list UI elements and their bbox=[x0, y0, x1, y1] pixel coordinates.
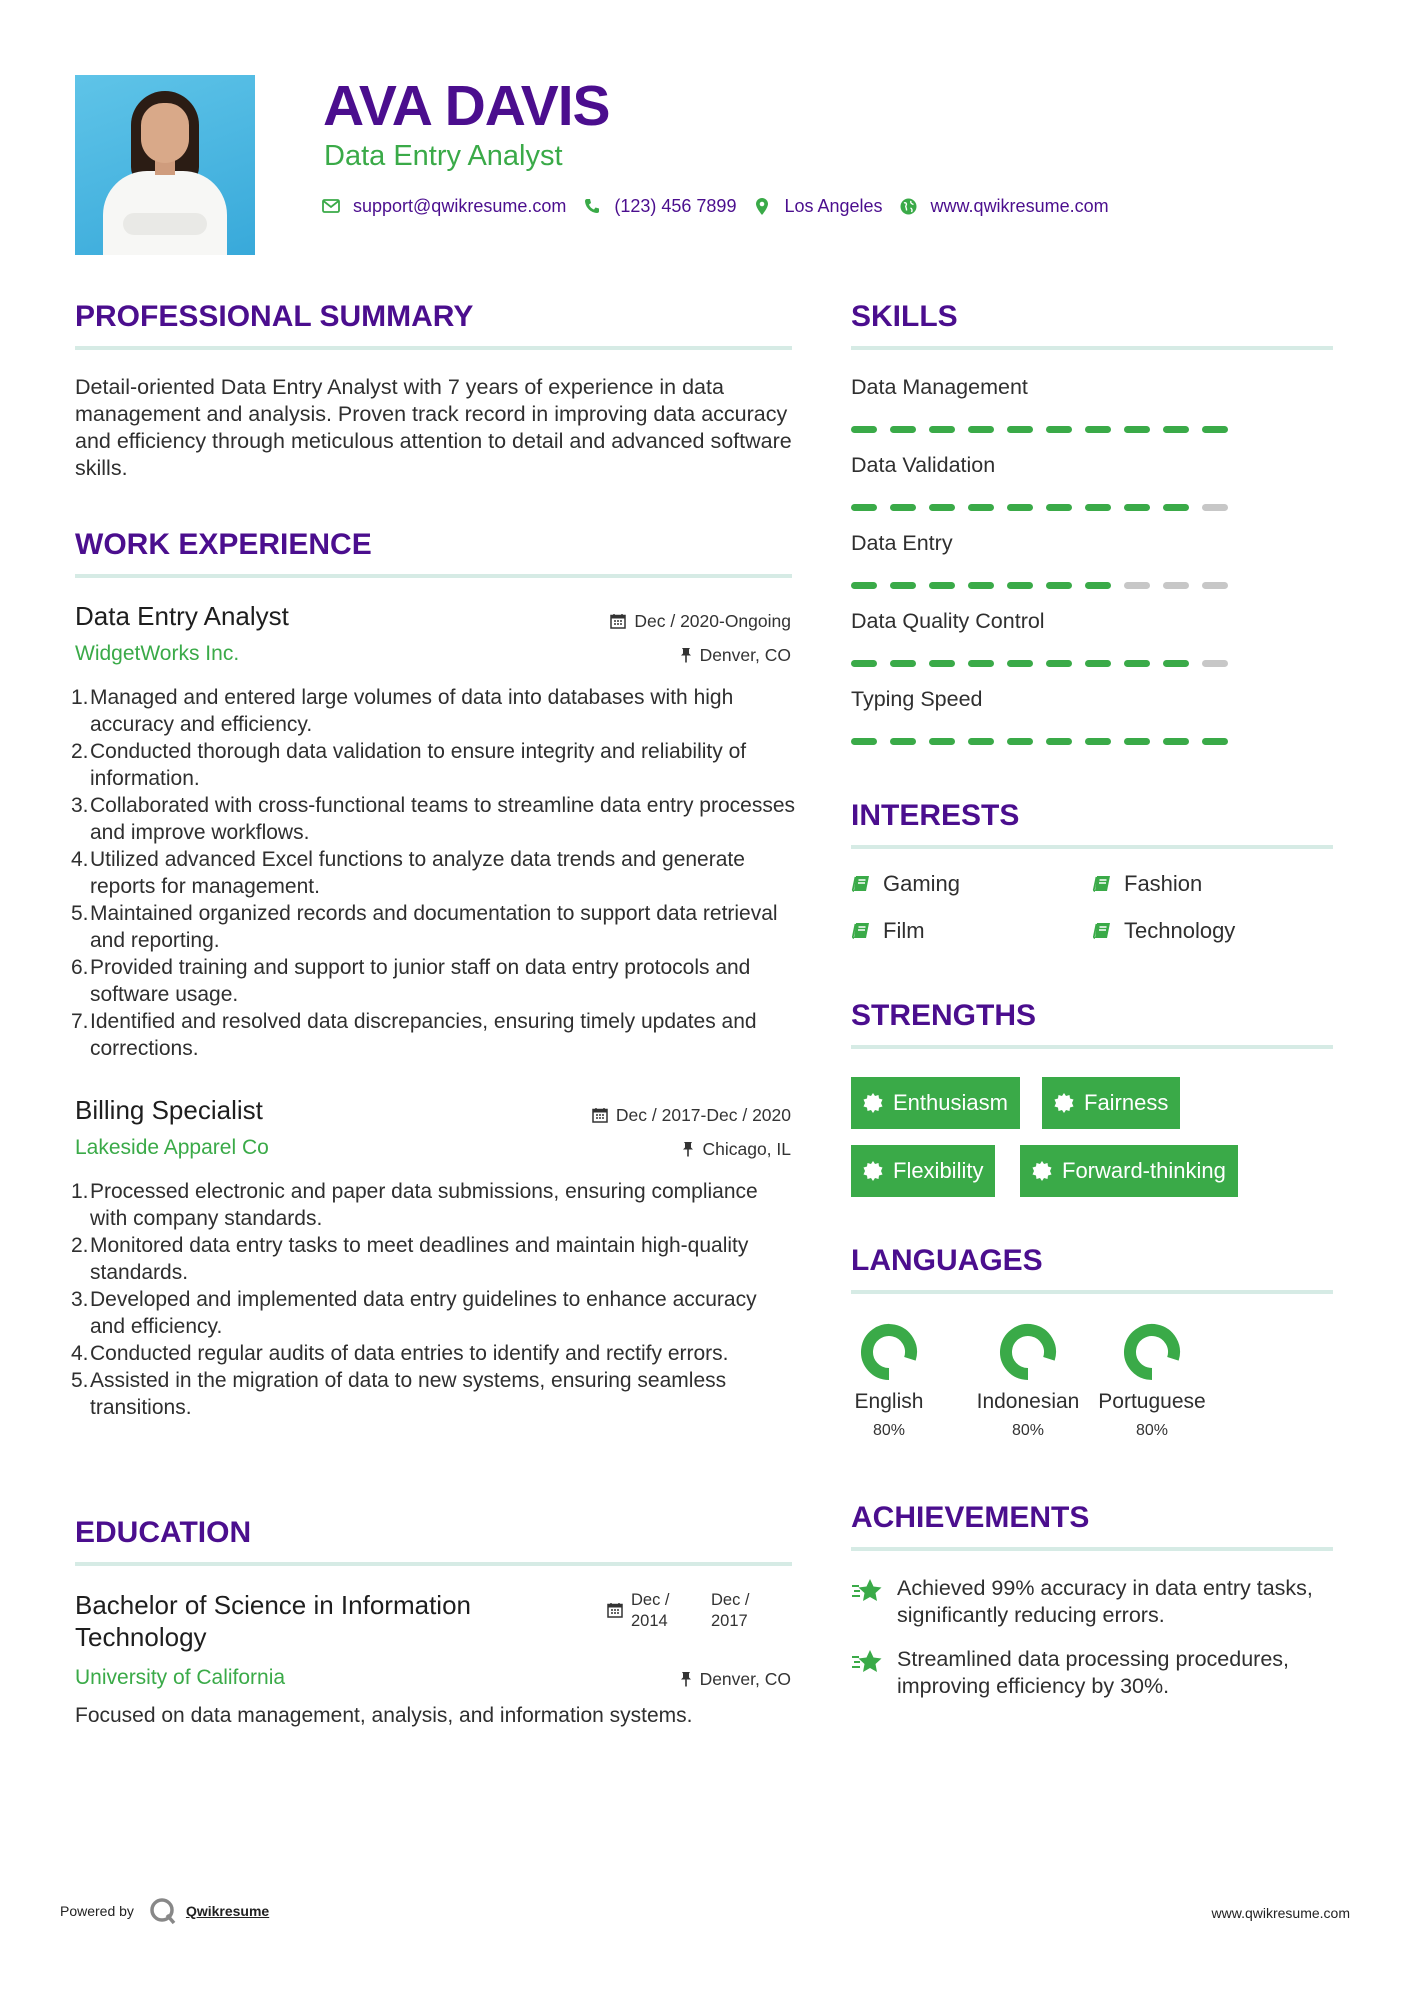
education-heading: EDUCATION bbox=[75, 1516, 252, 1549]
map-marker-icon bbox=[753, 197, 771, 215]
skill-segment-filled bbox=[1163, 426, 1189, 433]
list-item: 5. Maintained organized records and documentation to support data retrieval and reporting. bbox=[71, 902, 778, 952]
calendar-icon bbox=[592, 1107, 608, 1123]
job-location-text: Denver, CO bbox=[699, 645, 791, 665]
interest-item: Film bbox=[851, 917, 925, 945]
skill-segment-filled bbox=[851, 738, 877, 745]
skill-segment-empty bbox=[1202, 582, 1228, 589]
skill-segment-filled bbox=[1124, 426, 1150, 433]
job-location bbox=[682, 1138, 791, 1160]
skill-name: Data Validation bbox=[851, 453, 996, 477]
globe-icon bbox=[900, 197, 918, 215]
skill-segment-filled bbox=[890, 426, 916, 433]
skill-segment-filled bbox=[1085, 582, 1111, 589]
skill-segment-filled bbox=[929, 738, 955, 745]
strengths-heading: STRENGTHS bbox=[851, 999, 1037, 1032]
language-item: Portuguese 80% bbox=[1092, 1321, 1212, 1441]
achievement-item: Achieved 99% accuracy in data entry tasks, significantly reducing errors. bbox=[851, 1575, 1341, 1629]
language-progress-arc bbox=[1006, 1330, 1050, 1374]
skill-segment-filled bbox=[851, 582, 877, 589]
achievement-item: Streamlined data processing procedures, improving efficiency by 30%. bbox=[851, 1646, 1341, 1700]
skill-segment-filled bbox=[851, 660, 877, 667]
achievements-heading: ACHIEVEMENTS bbox=[851, 1501, 1090, 1534]
experience-heading: WORK EXPERIENCE bbox=[75, 528, 372, 561]
skill-segment-filled bbox=[968, 738, 994, 745]
candidate-role: Data Entry Analyst bbox=[324, 140, 563, 172]
phone-text: (123) 456 7899 bbox=[614, 195, 737, 216]
website-link[interactable]: www.qwikresume.com bbox=[930, 195, 1109, 216]
skill-segment-filled bbox=[890, 582, 916, 589]
strength-badge: Flexibility bbox=[851, 1145, 995, 1197]
skill-segment-filled bbox=[890, 660, 916, 667]
skills-heading: SKILLS bbox=[851, 300, 958, 333]
list-item: 6. Provided training and support to junior staff on data entry protocols and software usage. bbox=[71, 956, 751, 1006]
skill-segment-filled bbox=[1085, 504, 1111, 511]
pin-icon bbox=[680, 1671, 692, 1687]
strength-badge: Fairness bbox=[1042, 1077, 1180, 1129]
interests-heading: INTERESTS bbox=[851, 799, 1020, 832]
education-end: Dec / 2017 bbox=[711, 1591, 750, 1630]
job-dates bbox=[610, 610, 791, 632]
skill-segment-filled bbox=[1163, 660, 1189, 667]
badge-icon bbox=[1054, 1093, 1074, 1113]
summary-heading: PROFESSIONAL SUMMARY bbox=[75, 300, 474, 333]
skill-segment-filled bbox=[1085, 738, 1111, 745]
skill-segment-filled bbox=[1007, 426, 1033, 433]
skill-segment-filled bbox=[851, 426, 877, 433]
job-location-text: Chicago, IL bbox=[702, 1139, 791, 1159]
calendar-icon bbox=[610, 613, 626, 629]
skill-segment-filled bbox=[929, 582, 955, 589]
profile-photo bbox=[75, 75, 255, 255]
star-icon bbox=[851, 1649, 883, 1675]
skill-segment-filled bbox=[929, 504, 955, 511]
language-progress-ring bbox=[1121, 1321, 1183, 1383]
strength-badge: Enthusiasm bbox=[851, 1077, 1020, 1129]
list-item: 2. Conducted thorough data validation to ensure integrity and reliability of information. bbox=[71, 740, 747, 790]
list-item: 1. Managed and entered large volumes of data into databases with high accuracy and efficiency. bbox=[71, 686, 734, 736]
badge-icon bbox=[863, 1161, 883, 1181]
education-divider bbox=[75, 1562, 792, 1566]
skill-segment-filled bbox=[929, 660, 955, 667]
star-icon bbox=[851, 1578, 883, 1604]
badge-icon bbox=[863, 1093, 883, 1113]
list-item: 2. Monitored data entry tasks to meet deadlines and maintain high-quality standards. bbox=[71, 1234, 749, 1284]
skill-name: Data Management bbox=[851, 375, 1028, 399]
list-item: 4. Conducted regular audits of data entries to identify and rectify errors. bbox=[71, 1342, 729, 1365]
badge-icon bbox=[1032, 1161, 1052, 1181]
skill-segment-filled bbox=[1163, 738, 1189, 745]
calendar-icon bbox=[607, 1602, 623, 1618]
email-icon bbox=[322, 197, 340, 215]
job-dates-text: Dec / 2017-Dec / 2020 bbox=[615, 1105, 791, 1125]
list-item: 3. Collaborated with cross-functional teams to streamline data entry processes and improve workflows. bbox=[71, 794, 795, 844]
book-icon bbox=[1092, 921, 1112, 941]
skill-level-bar bbox=[851, 426, 1228, 433]
job-bullets bbox=[71, 1178, 796, 1421]
language-item: Indonesian 80% bbox=[968, 1321, 1088, 1441]
skill-segment-filled bbox=[1007, 738, 1033, 745]
skill-segment-empty bbox=[1163, 582, 1189, 589]
job-dates bbox=[592, 1104, 791, 1126]
education-location bbox=[680, 1668, 791, 1690]
skill-segment-empty bbox=[1202, 660, 1228, 667]
summary-divider bbox=[75, 346, 792, 350]
skill-name: Data Quality Control bbox=[851, 609, 1045, 633]
powered-by-label: Powered by bbox=[60, 1903, 134, 1919]
skill-segment-filled bbox=[1046, 738, 1072, 745]
interests-divider bbox=[851, 845, 1333, 849]
language-progress-arc bbox=[1130, 1330, 1174, 1374]
languages-heading: LANGUAGES bbox=[851, 1244, 1043, 1277]
footer-branding bbox=[60, 1896, 269, 1926]
job-location bbox=[680, 644, 791, 666]
phone-icon bbox=[583, 197, 601, 215]
job-company: Lakeside Apparel Co bbox=[75, 1136, 269, 1159]
book-icon bbox=[851, 921, 871, 941]
job-company: WidgetWorks Inc. bbox=[75, 642, 240, 665]
skill-segment-filled bbox=[1007, 582, 1033, 589]
achievements-divider bbox=[851, 1547, 1333, 1551]
skill-segment-filled bbox=[968, 660, 994, 667]
language-progress-arc bbox=[867, 1330, 911, 1374]
education-description: Focused on data management, analysis, and information systems. bbox=[75, 1704, 693, 1727]
degree-title: Bachelor of Science in Information Technology bbox=[75, 1590, 471, 1652]
interest-item: Gaming bbox=[851, 870, 960, 898]
education-location-text: Denver, CO bbox=[699, 1669, 791, 1689]
education-dates bbox=[607, 1590, 750, 1632]
job-bullets bbox=[71, 684, 796, 1062]
skill-segment-empty bbox=[1202, 504, 1228, 511]
skill-segment-filled bbox=[1124, 504, 1150, 511]
skill-level-bar bbox=[851, 582, 1228, 589]
skill-segment-filled bbox=[1046, 504, 1072, 511]
email-link[interactable]: support@qwikresume.com bbox=[353, 195, 567, 216]
interest-item: Technology bbox=[1092, 917, 1235, 945]
qwikresume-logo-icon bbox=[148, 1896, 178, 1926]
skill-segment-filled bbox=[1046, 660, 1072, 667]
experience-divider bbox=[75, 574, 792, 578]
skill-segment-filled bbox=[1163, 504, 1189, 511]
skill-segment-filled bbox=[1046, 582, 1072, 589]
skill-segment-filled bbox=[1124, 660, 1150, 667]
skill-name: Data Entry bbox=[851, 531, 953, 555]
skill-segment-filled bbox=[1202, 426, 1228, 433]
language-progress-ring bbox=[997, 1321, 1059, 1383]
book-icon bbox=[851, 874, 871, 894]
skill-segment-filled bbox=[929, 426, 955, 433]
skill-segment-filled bbox=[890, 738, 916, 745]
language-progress-ring bbox=[858, 1321, 920, 1383]
list-item: 3. Developed and implemented data entry guidelines to enhance accuracy and efficiency. bbox=[71, 1288, 757, 1338]
book-icon bbox=[1092, 874, 1112, 894]
skill-level-bar bbox=[851, 504, 1228, 511]
list-item: 1. Processed electronic and paper data submissions, ensuring compliance with company standards. bbox=[71, 1180, 758, 1230]
candidate-name: AVA DAVIS bbox=[323, 74, 610, 138]
skill-segment-filled bbox=[1007, 660, 1033, 667]
skill-segment-filled bbox=[968, 582, 994, 589]
strengths-divider bbox=[851, 1045, 1333, 1049]
contact-bar bbox=[322, 192, 1126, 220]
summary-text: Detail-oriented Data Entry Analyst with 7 years of experience in data management and analysis. Proven track record in improving data accuracy and efficiency through meticulous attention to detail and advanced software skills. bbox=[75, 375, 792, 480]
skill-segment-filled bbox=[968, 426, 994, 433]
skill-segment-filled bbox=[1202, 738, 1228, 745]
job-title: Billing Specialist bbox=[75, 1095, 263, 1125]
job-title: Data Entry Analyst bbox=[75, 601, 289, 631]
education-start: Dec / 2014 bbox=[631, 1591, 670, 1630]
skill-segment-filled bbox=[968, 504, 994, 511]
strength-badge: Forward-thinking bbox=[1020, 1145, 1238, 1197]
list-item: 4. Utilized advanced Excel functions to analyze data trends and generate reports for management. bbox=[71, 848, 745, 898]
pin-icon bbox=[682, 1141, 694, 1157]
interest-item: Fashion bbox=[1092, 870, 1202, 898]
skill-name: Typing Speed bbox=[851, 687, 983, 711]
skills-divider bbox=[851, 346, 1333, 350]
pin-icon bbox=[680, 647, 692, 663]
footer-url[interactable]: www.qwikresume.com bbox=[1211, 1905, 1350, 1921]
skill-segment-filled bbox=[1124, 738, 1150, 745]
job-dates-text: Dec / 2020-Ongoing bbox=[634, 611, 791, 631]
skill-segment-filled bbox=[1085, 426, 1111, 433]
skill-segment-empty bbox=[1124, 582, 1150, 589]
skill-segment-filled bbox=[1085, 660, 1111, 667]
location-text: Los Angeles bbox=[784, 195, 883, 216]
skill-segment-filled bbox=[1046, 426, 1072, 433]
language-item: English 80% bbox=[829, 1321, 949, 1441]
skill-level-bar bbox=[851, 660, 1228, 667]
skill-segment-filled bbox=[851, 504, 877, 511]
school-name: University of California bbox=[75, 1666, 286, 1689]
list-item: 5. Assisted in the migration of data to new systems, ensuring seamless transitions. bbox=[71, 1369, 727, 1419]
skill-segment-filled bbox=[1007, 504, 1033, 511]
qwikresume-link[interactable]: Qwikresume bbox=[185, 1903, 270, 1919]
skill-level-bar bbox=[851, 738, 1228, 745]
skill-segment-filled bbox=[890, 504, 916, 511]
list-item: 7. Identified and resolved data discrepancies, ensuring timely updates and corrections. bbox=[71, 1010, 757, 1060]
languages-divider bbox=[851, 1290, 1333, 1294]
